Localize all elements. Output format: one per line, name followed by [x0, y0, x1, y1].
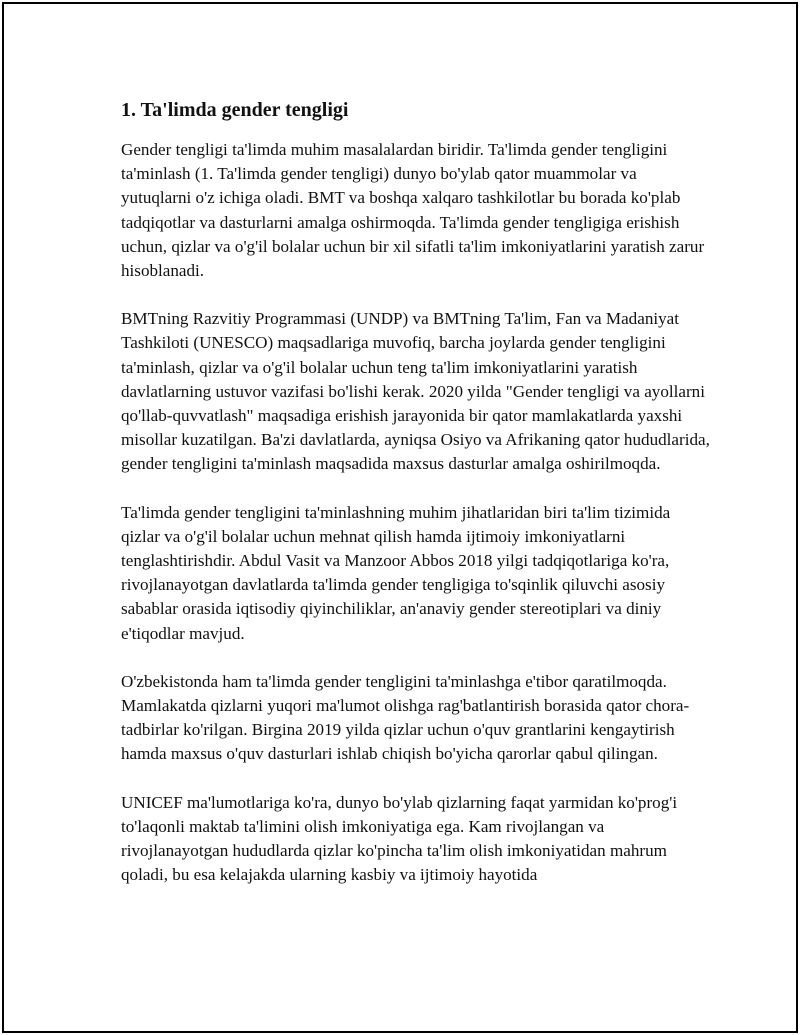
paragraph-1: Gender tengligi ta'limda muhim masalalardan biridir. Ta'limda gender tengligini ta'minlash (1. Ta'limda gender tengligi) dunyo bo'ylab qator muammolar va yutuqlarni o'z ichiga oladi. BMT va boshqa xalqaro tashkilotlar bu borada ko'plab tadqiqotlar va dasturlarni amalga oshirmoqda. Ta'limda gender tengligiga erishish uchun, qizlar va o'g'il bolalar uchun bir xil sifatli ta'lim imkoniyatlarini yaratish zarur hisoblanadi. [121, 140, 705, 281]
page-frame [2, 2, 798, 1033]
paragraph-4: O'zbekistonda ham ta'limda gender tengligini ta'minlashga e'tibor qaratilmoqda. Mamlakatda qizlarni yuqori ma'lumot olishga rag'batlantirish borasida qator chora-tadbirlar ko'rilgan. Birgina 2019 yilda qizlar uchun o'quv grantlarini kengaytirish hamda maxsus o'quv dasturlari ishlab chiqish bo'yicha qarorlar qabul qilingan. [121, 671, 690, 764]
paragraph-3: Ta'limda gender tengligini ta'minlashning muhim jihatlaridan biri ta'lim tizimida qizlar va o'g'il bolalar uchun mehnat qilish hamda ijtimoiy imkoniyatlarni tenglashtirishdir. Abdul Vasit va Manzoor Abbos 2018 yilgi tadqiqotlariga ko'ra, rivojlanayotgan davlatlarda ta'limda gender tengligiga to'sqinlik qiluvchi asosiy sabablar orasida iqtisodiy qiyinchiliklar, an'anaviy gender stereotiplari va diniy e'tiqodlar mavjud. [121, 502, 671, 643]
document-body [121, 96, 711, 911]
section-heading: 1. Ta'limda gender tengligi [121, 99, 349, 121]
paragraph-2: BMTning Razvitiy Programmasi (UNDP) va BMTning Ta'lim, Fan va Madaniyat Tashkiloti (UNESCO) maqsadlariga muvofiq, barcha joylarda gender tengligini ta'minlash, qizlar va o'g'il bolalar uchun teng ta'lim imkoniyatlarini yaratish davlatlarning ustuvor vazifasi bo'lishi kerak. 2020 yilda "Gender tengligi va ayollarni qo'llab-quvvatlash" maqsadiga erishish jarayonida bir qator mamlakatlarda yaxshi misollar kuzatilgan. Ba'zi davlatlarda, ayniqsa Osiyo va Afrikaning qator hududlarida, gender tengligini ta'minlash maqsadida maxsus dasturlar amalga oshirilmoqda. [121, 309, 710, 474]
paragraph-5: UNICEF ma'lumotlariga ko'ra, dunyo bo'ylab qizlarning faqat yarmidan ko'prog'i to'laqonli maktab ta'limini olish imkoniyatiga ega. Kam rivojlangan va rivojlanayotgan hududlarda qizlar ko'pincha ta'lim olish imkoniyatidan mahrum qoladi, bu esa kelajakda ularning kasbiy va ijtimoiy hayotida [121, 792, 678, 885]
